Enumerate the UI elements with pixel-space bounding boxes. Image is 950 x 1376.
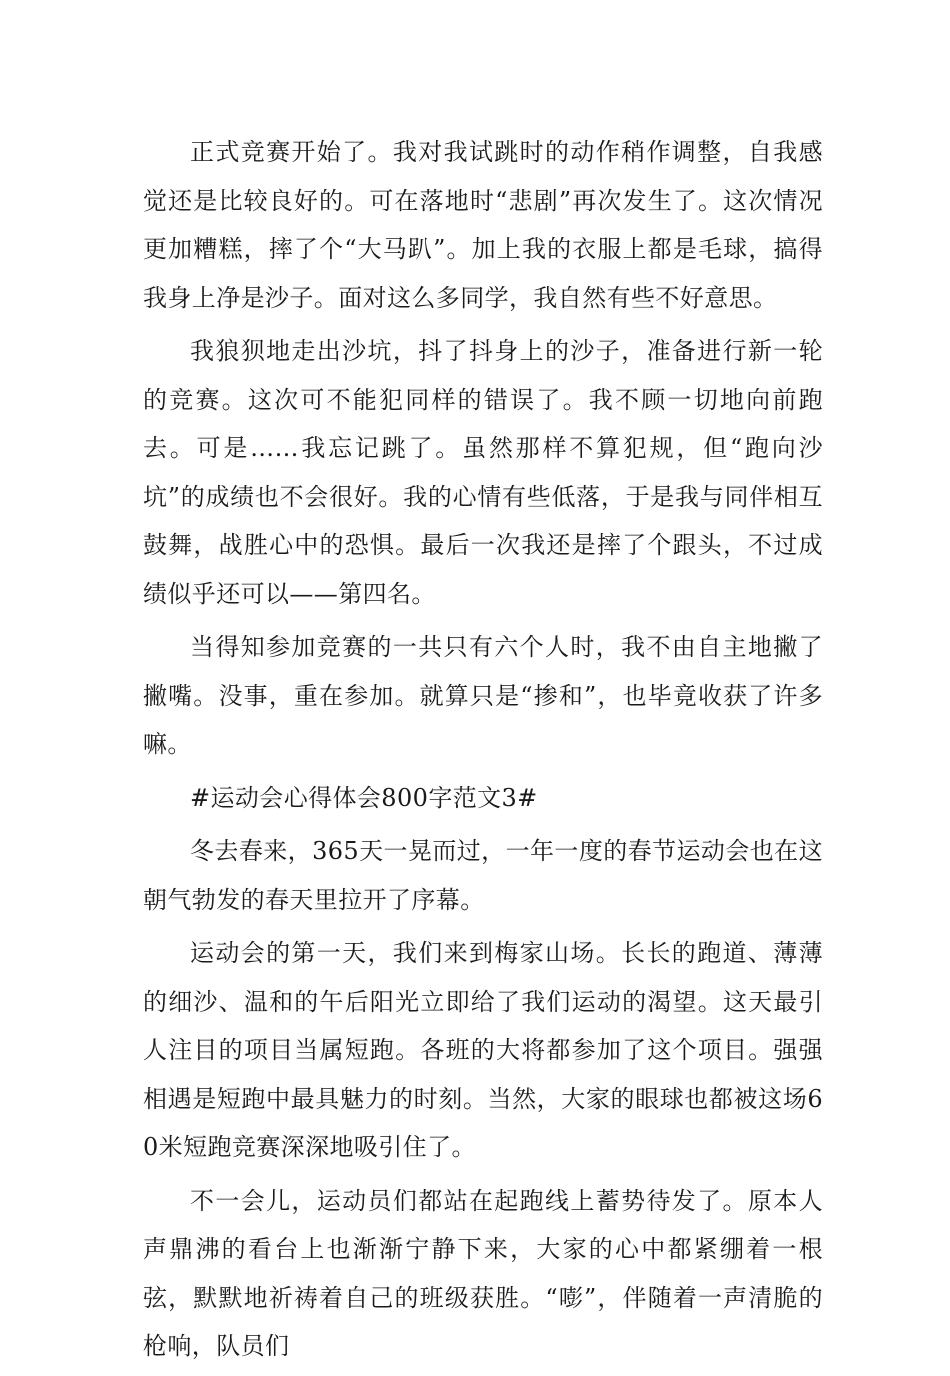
paragraph-1: 正式竞赛开始了。我对我试跳时的动作稍作调整，自我感觉还是比较良好的。可在落地时“悲剧”再次发生了。这次情况更加糟糕，摔了个“大马趴”。加上我的衣服上都是毛球，搞得我身上净是沙子。面对这么多同学，我自然有些不好意思。 [143, 138, 823, 312]
paragraph-2: 我狼狈地走出沙坑，抖了抖身上的沙子，准备进行新一轮的竞赛。这次可不能犯同样的错误了。我不顾一切地向前跑去。可是……我忘记跳了。虽然那样不算犯规，但“跑向沙坑”的成绩也不会很好。我的心情有些低落，于是我与同伴相互鼓舞，战胜心中的恐惧。最后一次我还是摔了个跟头，不过成绩似乎还可以——第四名。 [143, 337, 823, 608]
section-heading: #运动会心得体会800字范文3# [190, 783, 538, 812]
paragraph-3: 当得知参加竞赛的一共只有六个人时，我不由自主地撇了撇嘴。没事，重在参加。就算只是“掺和”，也毕竟收获了许多嘛。 [143, 633, 823, 758]
paragraph-6: 不一会儿，运动员们都站在起跑线上蓄势待发了。原本人声鼎沸的看台上也渐渐宁静下来，大家的心中都紧绷着一根弦，默默地祈祷着自己的班级获胜。“嘭”，伴随着一声清脆的枪响，队员们 [143, 1186, 823, 1360]
paragraph-5: 运动会的第一天，我们来到梅家山场。长长的跑道、薄薄的细沙、温和的午后阳光立即给了我们运动的渴望。这天最引人注目的项目当属短跑。各班的大将都参加了这个项目。强强相遇是短跑中最具魅力的时刻。当然，大家的眼球也都被这场60米短跑竞赛深深地吸引住了。 [143, 939, 823, 1161]
document-page [143, 128, 823, 1376]
paragraph-4: 冬去春来，365天一晃而过，一年一度的春节运动会也在这朝气勃发的春天里拉开了序幕。 [143, 837, 823, 914]
